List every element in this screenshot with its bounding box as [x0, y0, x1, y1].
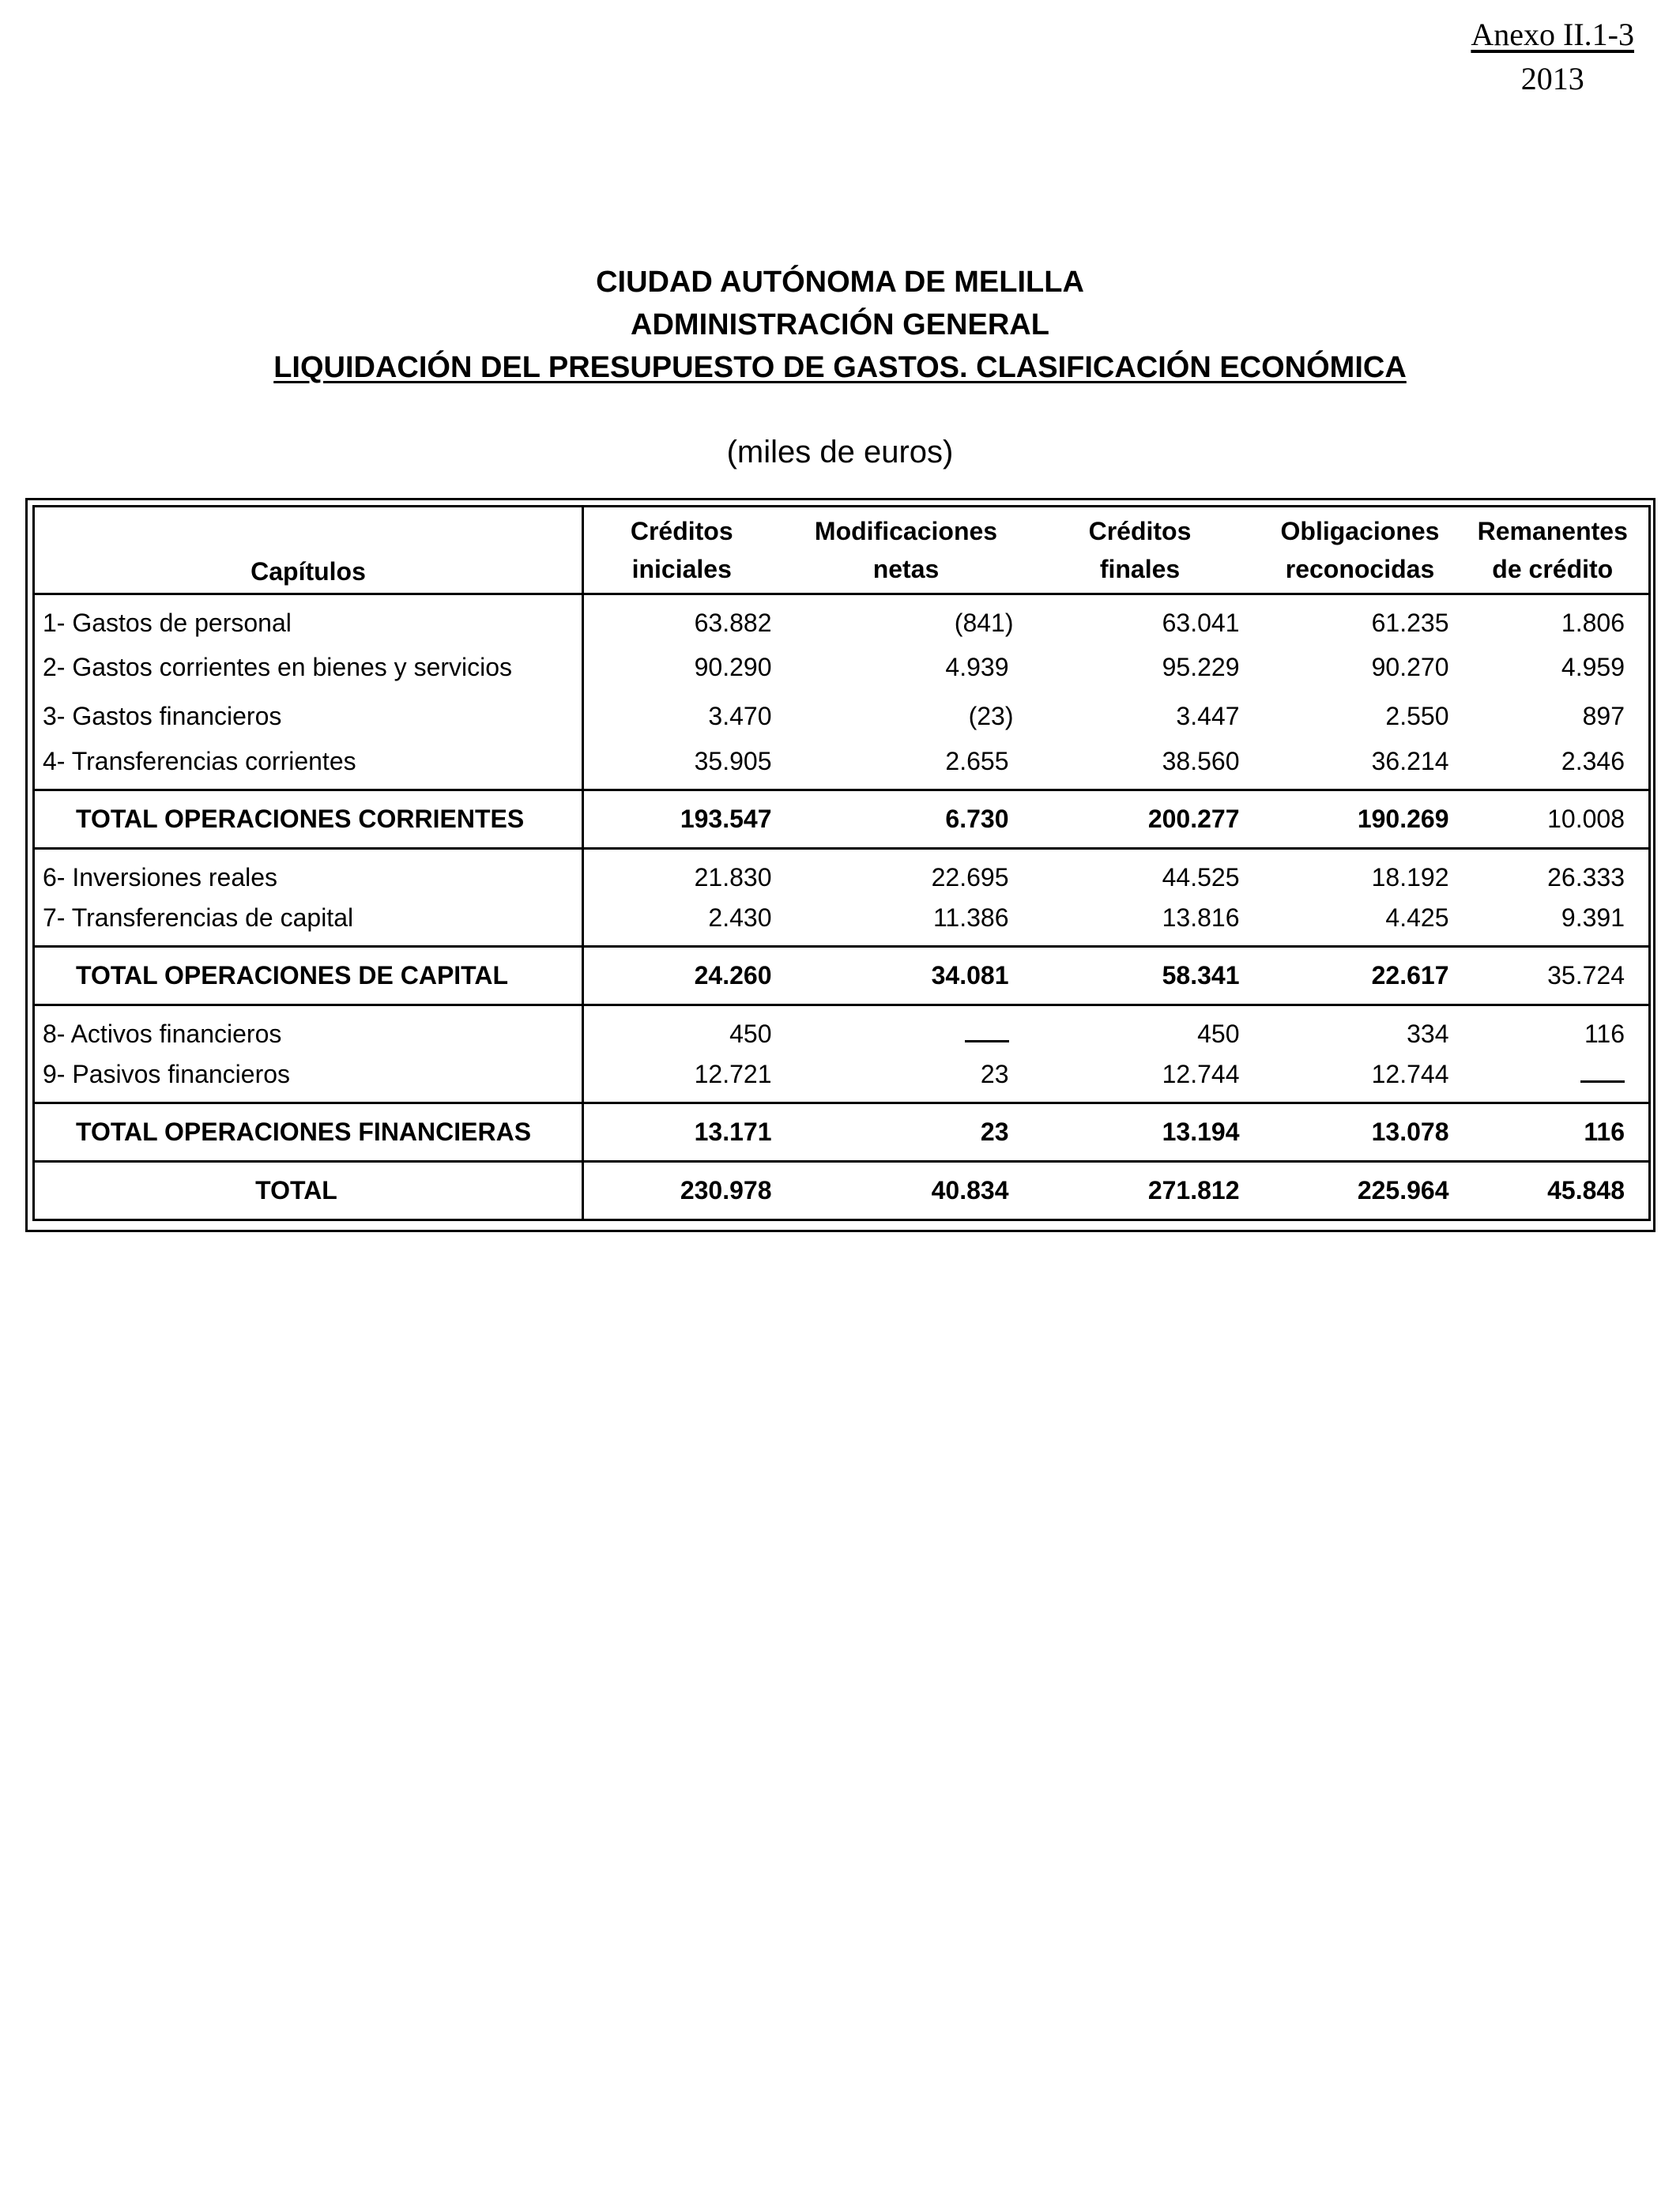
cell-creditos-finales: 38.560: [1162, 747, 1240, 776]
subtotal-row-financieras: [34, 1103, 1650, 1162]
table-header-row: [34, 507, 1650, 594]
title-line-3: LIQUIDACIÓN DEL PRESUPUESTO DE GASTOS. CLASIFICACIÓN ECONÓMICA: [273, 351, 1407, 384]
cell-modificaciones: (23): [968, 702, 1014, 730]
cell-creditos-finales: 63.041: [1162, 608, 1240, 637]
cell-creditos-iniciales: 90.290: [694, 653, 772, 681]
cell-creditos-finales: 3.447: [1176, 702, 1240, 730]
empty-dash: [1580, 1065, 1625, 1083]
row-label: 3- Gastos financieros: [34, 692, 583, 741]
cell-creditos-finales: 58.341: [1162, 961, 1240, 990]
cell-modificaciones: 11.386: [933, 903, 1009, 933]
cell-creditos-iniciales: 450: [729, 1019, 772, 1048]
table-row: [34, 594, 1650, 643]
table-row: [34, 1005, 1650, 1054]
cell-obligaciones: 90.270: [1371, 653, 1449, 681]
cell-modificaciones: 22.695: [931, 862, 1009, 892]
cell-remanentes: 1.806: [1561, 608, 1625, 637]
table-row: [34, 1054, 1650, 1103]
units-note: (miles de euros): [726, 435, 954, 469]
header-line: Créditos: [1088, 517, 1192, 545]
cell-creditos-iniciales: 193.547: [680, 805, 772, 833]
cell-modificaciones: 23: [980, 1060, 1009, 1089]
row-label: 2- Gastos corrientes en bienes y servicios: [34, 643, 583, 692]
row-label: 1- Gastos de personal: [34, 594, 583, 643]
cell-obligaciones: 36.214: [1371, 747, 1449, 776]
header-line: iniciales: [631, 555, 732, 583]
cell-obligaciones: 4.425: [1385, 903, 1449, 933]
cell-obligaciones: 12.744: [1371, 1060, 1449, 1089]
cell-creditos-iniciales: 63.882: [694, 608, 772, 637]
cell-creditos-iniciales: 24.260: [694, 961, 772, 990]
header-obligaciones-reconocidas: [1264, 507, 1473, 594]
cell-creditos-iniciales: 35.905: [694, 747, 772, 776]
title-line-2: ADMINISTRACIÓN GENERAL: [631, 308, 1049, 341]
header-line: Modificaciones: [814, 517, 998, 545]
title-line-1: CIUDAD AUTÓNOMA DE MELILLA: [596, 266, 1084, 299]
cell-modificaciones-empty: [796, 1005, 1033, 1054]
cell-remanentes: 10.008: [1547, 805, 1625, 833]
row-label: 4- Transferencias corrientes: [34, 741, 583, 790]
cell-modificaciones: (841): [954, 608, 1014, 637]
cell-obligaciones: 225.964: [1357, 1176, 1449, 1204]
header-line: reconocidas: [1285, 555, 1435, 583]
cell-obligaciones: 22.617: [1371, 961, 1449, 990]
cell-obligaciones: 61.235: [1371, 608, 1449, 637]
row-label: TOTAL OPERACIONES CORRIENTES: [34, 790, 583, 849]
header-line: netas: [872, 555, 940, 583]
row-label: 8- Activos financieros: [34, 1005, 583, 1054]
annex-code: Anexo II.1-3: [1471, 17, 1634, 52]
header-line: Créditos: [630, 517, 733, 545]
cell-remanentes: 26.333: [1547, 862, 1625, 892]
cell-remanentes: 45.848: [1547, 1176, 1625, 1204]
cell-creditos-iniciales: 12.721: [694, 1060, 772, 1089]
cell-modificaciones: 34.081: [931, 961, 1009, 990]
cell-creditos-iniciales: 13.171: [694, 1118, 772, 1146]
cell-obligaciones: 190.269: [1357, 805, 1449, 833]
annex-reference: [1471, 13, 1634, 101]
annex-year: 2013: [1520, 61, 1584, 96]
cell-creditos-finales: 13.194: [1162, 1118, 1240, 1146]
table-row: [34, 741, 1650, 790]
grand-total-row: [34, 1162, 1650, 1220]
header-modificaciones-netas: [796, 507, 1033, 594]
cell-obligaciones: 334: [1407, 1019, 1449, 1048]
empty-dash: [965, 1024, 1009, 1042]
cell-creditos-finales: 200.277: [1147, 805, 1240, 833]
cell-creditos-iniciales: 3.470: [708, 702, 772, 730]
cell-creditos-finales: 13.816: [1162, 903, 1240, 933]
cell-creditos-iniciales: 21.830: [694, 862, 772, 892]
row-label: 9- Pasivos financieros: [34, 1054, 583, 1103]
cell-creditos-iniciales: 230.978: [680, 1176, 772, 1204]
table-row: [34, 849, 1650, 898]
row-label: 6- Inversiones reales: [34, 849, 583, 898]
document-title: [0, 261, 1680, 389]
cell-remanentes: 9.391: [1561, 903, 1625, 933]
subtotal-row-corrientes: [34, 790, 1650, 849]
cell-remanentes: 2.346: [1561, 747, 1625, 776]
row-label: TOTAL: [34, 1162, 583, 1220]
table-row: [34, 692, 1650, 741]
cell-remanentes: 897: [1582, 702, 1625, 730]
header-remanentes-credito: [1473, 507, 1650, 594]
cell-remanentes: 116: [1584, 1019, 1625, 1048]
header-creditos-iniciales: [583, 507, 796, 594]
header-creditos-finales: [1033, 507, 1264, 594]
cell-creditos-iniciales: 2.430: [708, 903, 772, 933]
header-line: finales: [1099, 555, 1181, 583]
table-frame: [25, 498, 1656, 1232]
cell-remanentes: 4.959: [1561, 653, 1625, 681]
cell-obligaciones: 2.550: [1385, 702, 1449, 730]
header-line: Obligaciones: [1280, 517, 1440, 545]
cell-creditos-finales: 450: [1197, 1019, 1240, 1048]
cell-creditos-finales: 271.812: [1147, 1176, 1240, 1204]
cell-modificaciones: 2.655: [945, 747, 1009, 776]
header-line: Remanentes: [1477, 517, 1628, 545]
cell-modificaciones: 23: [980, 1118, 1009, 1146]
cell-obligaciones: 18.192: [1371, 862, 1449, 892]
cell-creditos-finales: 12.744: [1162, 1060, 1240, 1089]
cell-creditos-finales: 95.229: [1162, 653, 1240, 681]
cell-remanentes: 35.724: [1547, 961, 1625, 990]
cell-creditos-finales: 44.525: [1162, 862, 1240, 892]
cell-remanentes-empty: [1473, 1054, 1650, 1103]
cell-modificaciones: 4.939: [945, 653, 1009, 681]
row-label: TOTAL OPERACIONES FINANCIERAS: [34, 1103, 583, 1162]
header-capitulos: Capítulos: [34, 507, 583, 594]
row-label: TOTAL OPERACIONES DE CAPITAL: [34, 947, 583, 1005]
table-row: [34, 643, 1650, 692]
cell-obligaciones: 13.078: [1371, 1118, 1449, 1146]
subtotal-row-capital: [34, 947, 1650, 1005]
header-line: de crédito: [1492, 555, 1614, 583]
table-row: [34, 898, 1650, 947]
cell-remanentes: 116: [1584, 1118, 1625, 1146]
cell-modificaciones: 40.834: [931, 1176, 1009, 1204]
budget-table: [32, 505, 1651, 1221]
row-label: 7- Transferencias de capital: [34, 898, 583, 947]
cell-modificaciones: 6.730: [945, 805, 1009, 833]
